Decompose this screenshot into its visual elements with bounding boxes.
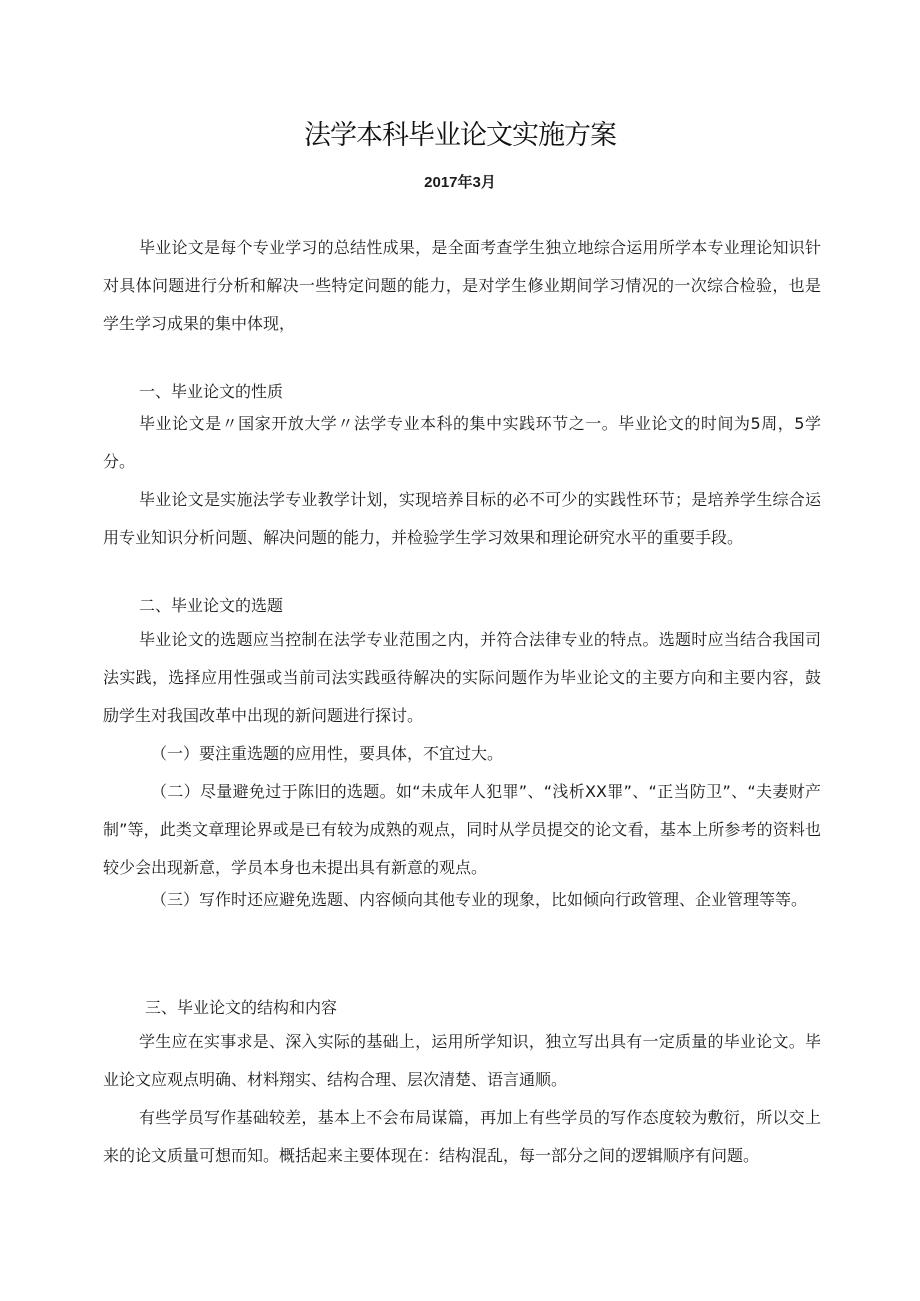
section-2-item-2: （二）尽量避免过于陈旧的选题。如“未成年人犯罪”、“浅析XX罪”、“正当防卫”、“夫妻财产制”等，此类文章理论界或是已有较为成熟的观点，同时从学员提交的论文看，基本上所参考的资料也较少会出现新意，学员本身也未提出具有新意的观点。 [103,782,821,877]
section-2-paragraph-1: 毕业论文的选题应当控制在法学专业范围之内，并符合法律专业的特点。选题时应当结合我国司法实践，选择应用性强或当前司法实践亟待解决的实际问题作为毕业论文的主要方向和主要内容，鼓励学生对我国改革中出现的新问题进行探讨。 [103,630,821,725]
section-heading-structure: 三、毕业论文的结构和内容 [145,998,338,1017]
section-heading-topic: 二、毕业论文的选题 [139,596,284,615]
section-3-paragraph-1: 学生应在实事求是、深入实际的基础上，运用所学知识，独立写出具有一定质量的毕业论文。毕业论文应观点明确、材料翔实、结构合理、层次清楚、语言通顺。 [103,1032,821,1089]
section-1-paragraph-2: 毕业论文是实施法学专业教学计划，实现培养目标的必不可少的实践性环节；是培养学生综合运用专业知识分析问题、解决问题的能力，并检验学生学习效果和理论研究水平的重要手段。 [103,490,821,547]
section-2-item-1: （一）要注重选题的应用性，要具体，不宜过大。 [151,744,504,763]
section-3-paragraph-2: 有些学员写作基础较差，基本上不会布局谋篇，再加上有些学员的写作态度较为敷衍，所以交上来的论文质量可想而知。概括起来主要体现在：结构混乱，每一部分之间的逻辑顺序有问题。 [103,1108,821,1165]
intro-paragraph: 毕业论文是每个专业学习的总结性成果，是全面考查学生独立地综合运用所学本专业理论知识针对具体问题进行分析和解决一些特定问题的能力，是对学生修业期间学习情况的一次综合检验，也是学生学习成果的集中体现， [103,238,821,333]
document-date: 2017年3月 [424,174,496,191]
document-title: 法学本科毕业论文实施方案 [304,120,616,151]
section-2-item-3: （三）写作时还应避免选题、内容倾向其他专业的现象，比如倾向行政管理、企业管理等等。 [151,890,808,909]
section-1-paragraph-1: 毕业论文是〃国家开放大学〃法学专业本科的集中实践环节之一。毕业论文的时间为5周，5学分。 [103,414,821,471]
section-heading-nature: 一、毕业论文的性质 [139,382,284,401]
